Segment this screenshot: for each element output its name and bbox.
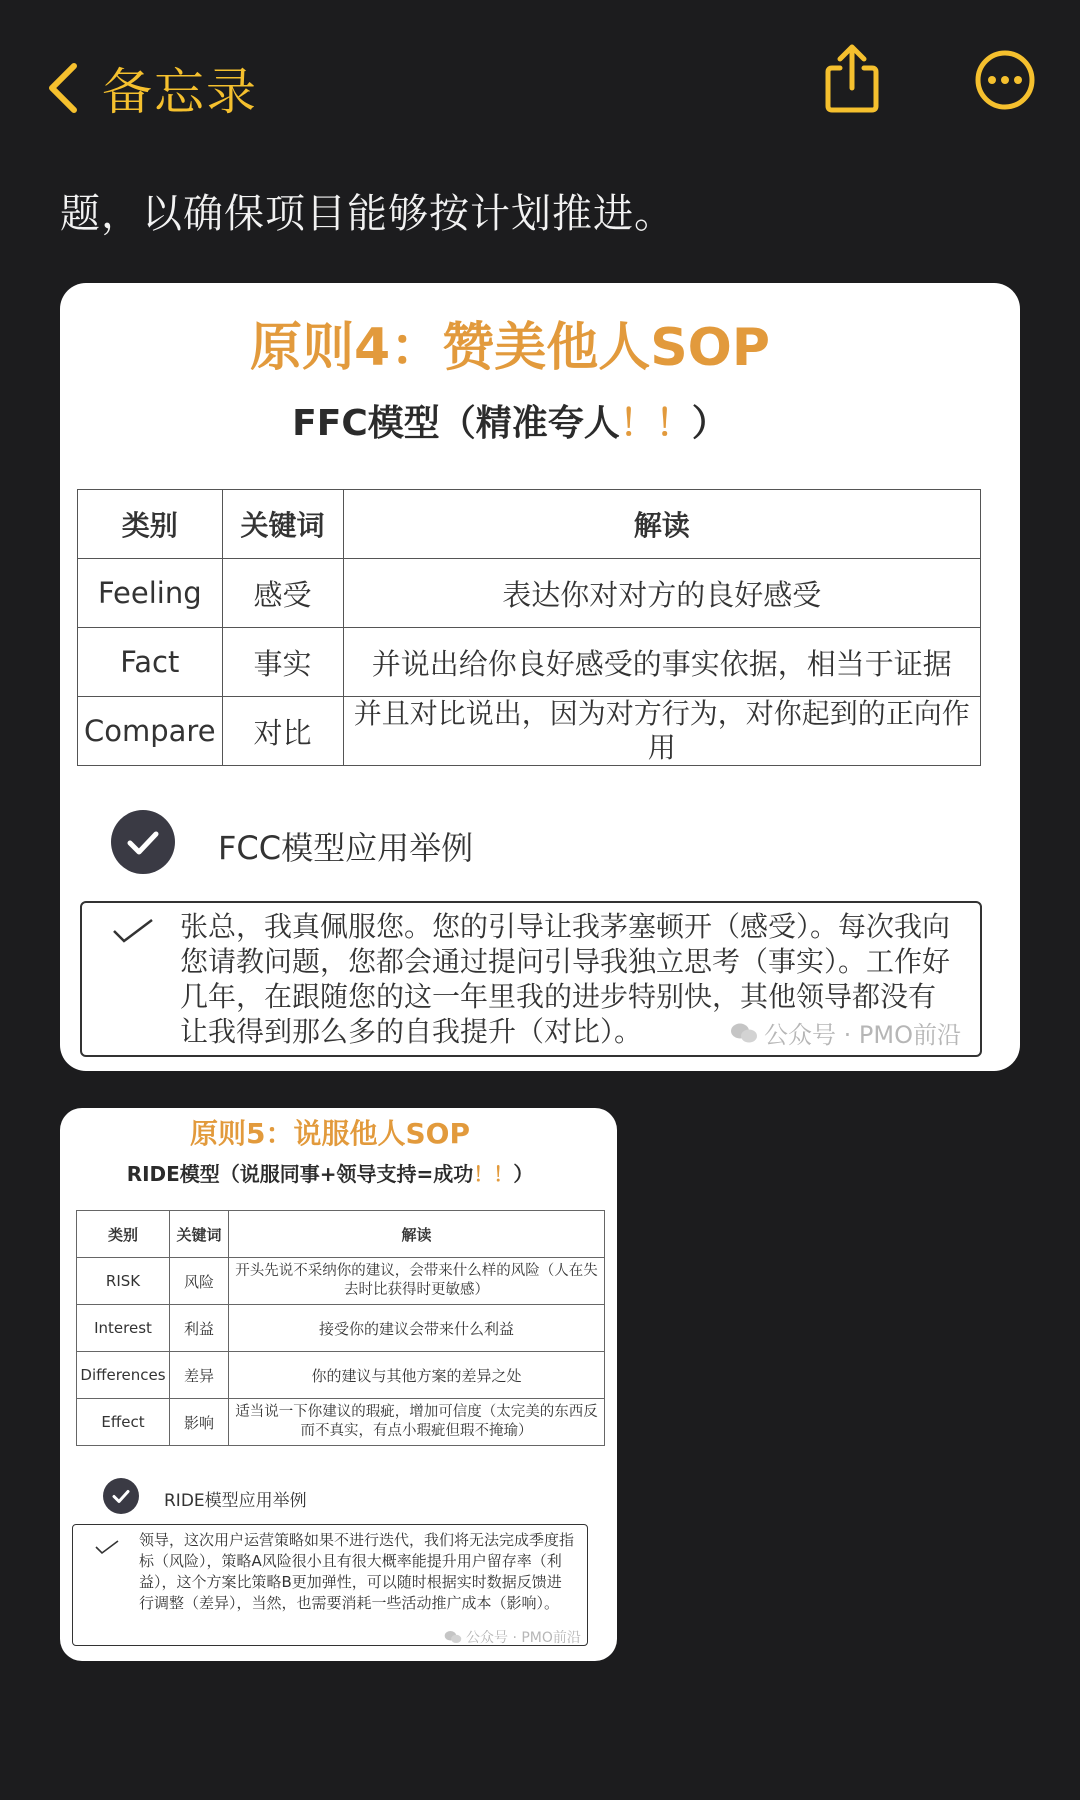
table-cell: 开头先说不采纳你的建议，会带来什么样的风险（人在失去时比获得时更敏感） [229, 1258, 605, 1305]
check-circle-icon [111, 810, 175, 874]
table-cell: 差异 [170, 1352, 229, 1399]
table-cell: 并且对比说出，因为对方行为，对你起到的正向作用 [343, 697, 980, 766]
table-row [77, 1399, 605, 1446]
watermark: 公众号 · PMO前沿 [444, 1627, 581, 1647]
more-options-button[interactable] [975, 50, 1035, 110]
table-row [77, 1258, 605, 1305]
card1-example-label: FCC模型应用举例 [218, 829, 474, 867]
chevron-left-icon [44, 60, 80, 116]
navigation-bar [0, 0, 1080, 170]
card2-example-label: RIDE模型应用举例 [164, 1491, 307, 1511]
table-cell: Interest [77, 1305, 170, 1352]
table-cell: Feeling [78, 559, 223, 628]
table-cell: RISK [77, 1258, 170, 1305]
header-category: 类别 [78, 490, 223, 559]
note-image-principle-4[interactable] [60, 283, 1020, 1071]
check-circle-icon [103, 1478, 139, 1514]
table-cell: 你的建议与其他方案的差异之处 [229, 1352, 605, 1399]
table-cell: 对比 [222, 697, 343, 766]
table-cell: 表达你对对方的良好感受 [343, 559, 980, 628]
back-button[interactable] [44, 52, 258, 124]
header-interpretation: 解读 [343, 490, 980, 559]
note-text[interactable]: 题，以确保项目能够按计划推进。 [60, 191, 675, 237]
table-cell: Differences [77, 1352, 170, 1399]
table-header-row [77, 1211, 605, 1258]
share-icon [822, 42, 882, 114]
card2-subtitle: RIDE模型（说服同事+领导支持=成功！！） [126, 1162, 534, 1186]
table-cell: 感受 [222, 559, 343, 628]
table-cell: Compare [78, 697, 223, 766]
card1-title: 原则4：赞美他人SOP [250, 318, 770, 378]
table-cell: 接受你的建议会带来什么利益 [229, 1305, 605, 1352]
table-row [77, 1352, 605, 1399]
table-cell: 并说出给你良好感受的事实依据，相当于证据 [343, 628, 980, 697]
wechat-icon [444, 1630, 462, 1644]
card2-example-text: 领导，这次用户运营策略如果不进行迭代，我们将无法完成季度指标（风险），策略A风险很小且有很大概率能提升用户留存率（利益），这个方案比策略B更加弹性，可以随时根据实时数据反馈进行调整（差异），当然，也需要消耗一些活动推广成本（影响）。 [139, 1531, 575, 1612]
note-image-principle-5[interactable] [60, 1108, 617, 1661]
share-button[interactable] [822, 42, 882, 114]
table-cell: 利益 [170, 1305, 229, 1352]
header-category: 类别 [77, 1211, 170, 1258]
table-cell: 事实 [222, 628, 343, 697]
card2-title: 原则5：说服他人SOP [190, 1117, 470, 1150]
table-cell: Fact [78, 628, 223, 697]
header-interpretation: 解读 [229, 1211, 605, 1258]
watermark: 公众号 · PMO前沿 [730, 1015, 961, 1050]
ride-model-table [76, 1210, 605, 1446]
checkmark-icon [112, 917, 154, 945]
wechat-icon [730, 1022, 758, 1044]
table-row [78, 559, 981, 628]
card1-subtitle: FFC模型（精准夸人！！） [292, 403, 728, 444]
table-header-row [78, 490, 981, 559]
table-row [78, 697, 981, 766]
card1-example-text: 张总，我真佩服您。您的引导让我茅塞顿开（感受）。每次我向您请教问题，您都会通过提问引导我独立思考（事实）。工作好几年，在跟随您的这一年里我的进步特别快，其他领导都没有让我得到那么多的自我提升（对比）。 [180, 910, 951, 1048]
header-keyword: 关键词 [170, 1211, 229, 1258]
ffc-model-table [77, 489, 981, 766]
table-cell: 影响 [170, 1399, 229, 1446]
table-row [78, 628, 981, 697]
ellipsis-circle-icon [975, 50, 1035, 110]
table-cell: Effect [77, 1399, 170, 1446]
back-label: 备忘录 [102, 63, 258, 121]
table-cell: 风险 [170, 1258, 229, 1305]
header-keyword: 关键词 [222, 490, 343, 559]
table-row [77, 1305, 605, 1352]
table-cell: 适当说一下你建议的瑕疵，增加可信度（太完美的东西反而不真实，有点小瑕疵但瑕不掩瑜） [229, 1399, 605, 1446]
checkmark-icon [95, 1539, 119, 1555]
